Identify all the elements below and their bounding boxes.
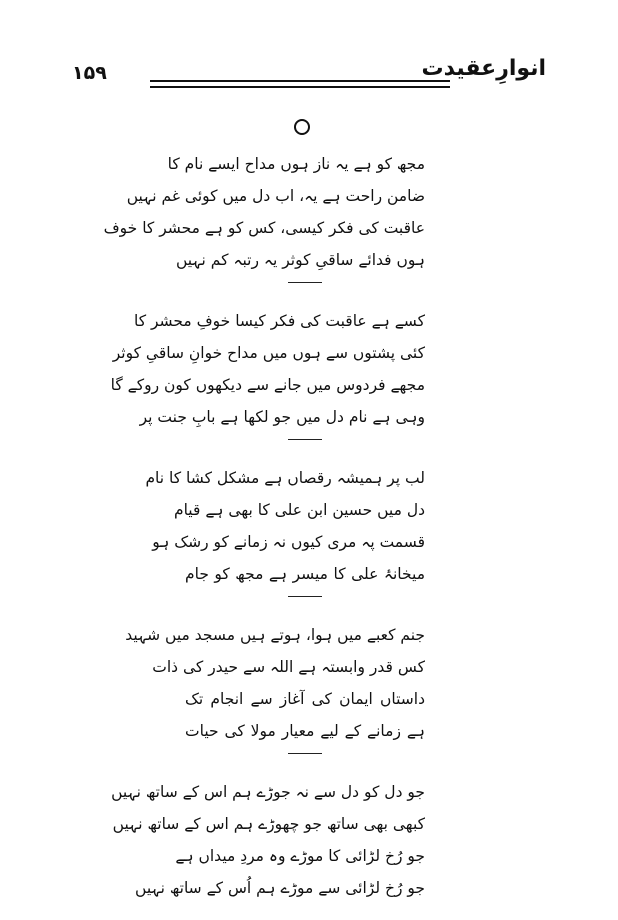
verse-line: کبھی بھی ساتھ جو چھوڑے ہم اس کے ساتھ نہیں bbox=[112, 815, 425, 833]
circle-ornament-icon bbox=[294, 119, 310, 135]
verse-line: وہی ہے نام دل میں جو لکھا ہے بابِ جنت پر bbox=[139, 408, 425, 426]
stanza-divider bbox=[288, 596, 322, 597]
poem bbox=[103, 148, 425, 904]
verse-line: کسے ہے عاقبت کی فکر کیسا خوفِ محشر کا bbox=[133, 312, 425, 330]
verse-line: کئی پشتوں سے ہوں میں مداح خوانِ ساقیِ کوثر bbox=[112, 344, 425, 362]
verse-line: عاقبت کی فکر کیسی، کس کو ہے محشر کا خوف bbox=[103, 219, 425, 237]
verse-line: جو رُخ لڑائی کا موڑے وہ مردِ میداں ہے bbox=[175, 847, 425, 865]
verse-line: کس قدر وابستہ ہے اللہ سے حیدر کی ذات bbox=[152, 658, 425, 676]
running-head-title: انوارِعقیدت bbox=[421, 56, 546, 81]
stanza-divider bbox=[288, 753, 322, 754]
verse-line: ضامن راحت ہے یہ، اب دل میں کوئی غم نہیں bbox=[126, 187, 425, 205]
verse-line: ہے زمانے کے لیے معیار مولا کی حیات bbox=[185, 722, 425, 740]
verse-line: مجھ کو ہے یہ ناز ہوں مداح ایسے نام کا bbox=[167, 155, 425, 173]
stanza-2 bbox=[110, 305, 425, 433]
verse-line: جو دل کو دل سے نہ جوڑے ہم اس کے ساتھ نہیں bbox=[111, 783, 425, 801]
stanza-3 bbox=[145, 462, 425, 590]
verse-line: لب پر ہمیشہ رقصاں ہے مشکل کشا کا نام bbox=[145, 469, 425, 487]
stanza-divider bbox=[288, 282, 322, 283]
verse-line: جو رُخ لڑائی سے موڑے ہم اُس کے ساتھ نہیں bbox=[135, 879, 425, 897]
verse-line: ہوں فدائے ساقیِ کوثر یہ رتبہ کم نہیں bbox=[175, 251, 425, 269]
verse-line: میخانۂ علی کا میسر ہے مجھ کو جام bbox=[185, 565, 425, 583]
header-rule-top bbox=[150, 80, 450, 82]
verse-line: مجھے فردوس میں جانے سے دیکھوں کون روکے گا bbox=[110, 376, 425, 394]
stanza-divider bbox=[288, 439, 322, 440]
verse-line: دل میں حسین ابن علی کا بھی ہے قیام bbox=[173, 501, 425, 519]
verse-line: داستاں ایمان کی آغاز سے انجام تک bbox=[185, 690, 425, 708]
page-number: ۱۵۹ bbox=[72, 62, 107, 84]
verse-line: جنم کعبے میں ہوا، ہوتے ہیں مسجد میں شہید bbox=[125, 626, 425, 644]
stanza-5 bbox=[111, 776, 425, 904]
stanza-4 bbox=[125, 619, 425, 747]
verse-line: قسمت پہ مری کیوں نہ زمانے کو رشک ہو bbox=[152, 533, 425, 551]
header-rule-bottom bbox=[150, 86, 450, 88]
stanza-1 bbox=[103, 148, 425, 276]
